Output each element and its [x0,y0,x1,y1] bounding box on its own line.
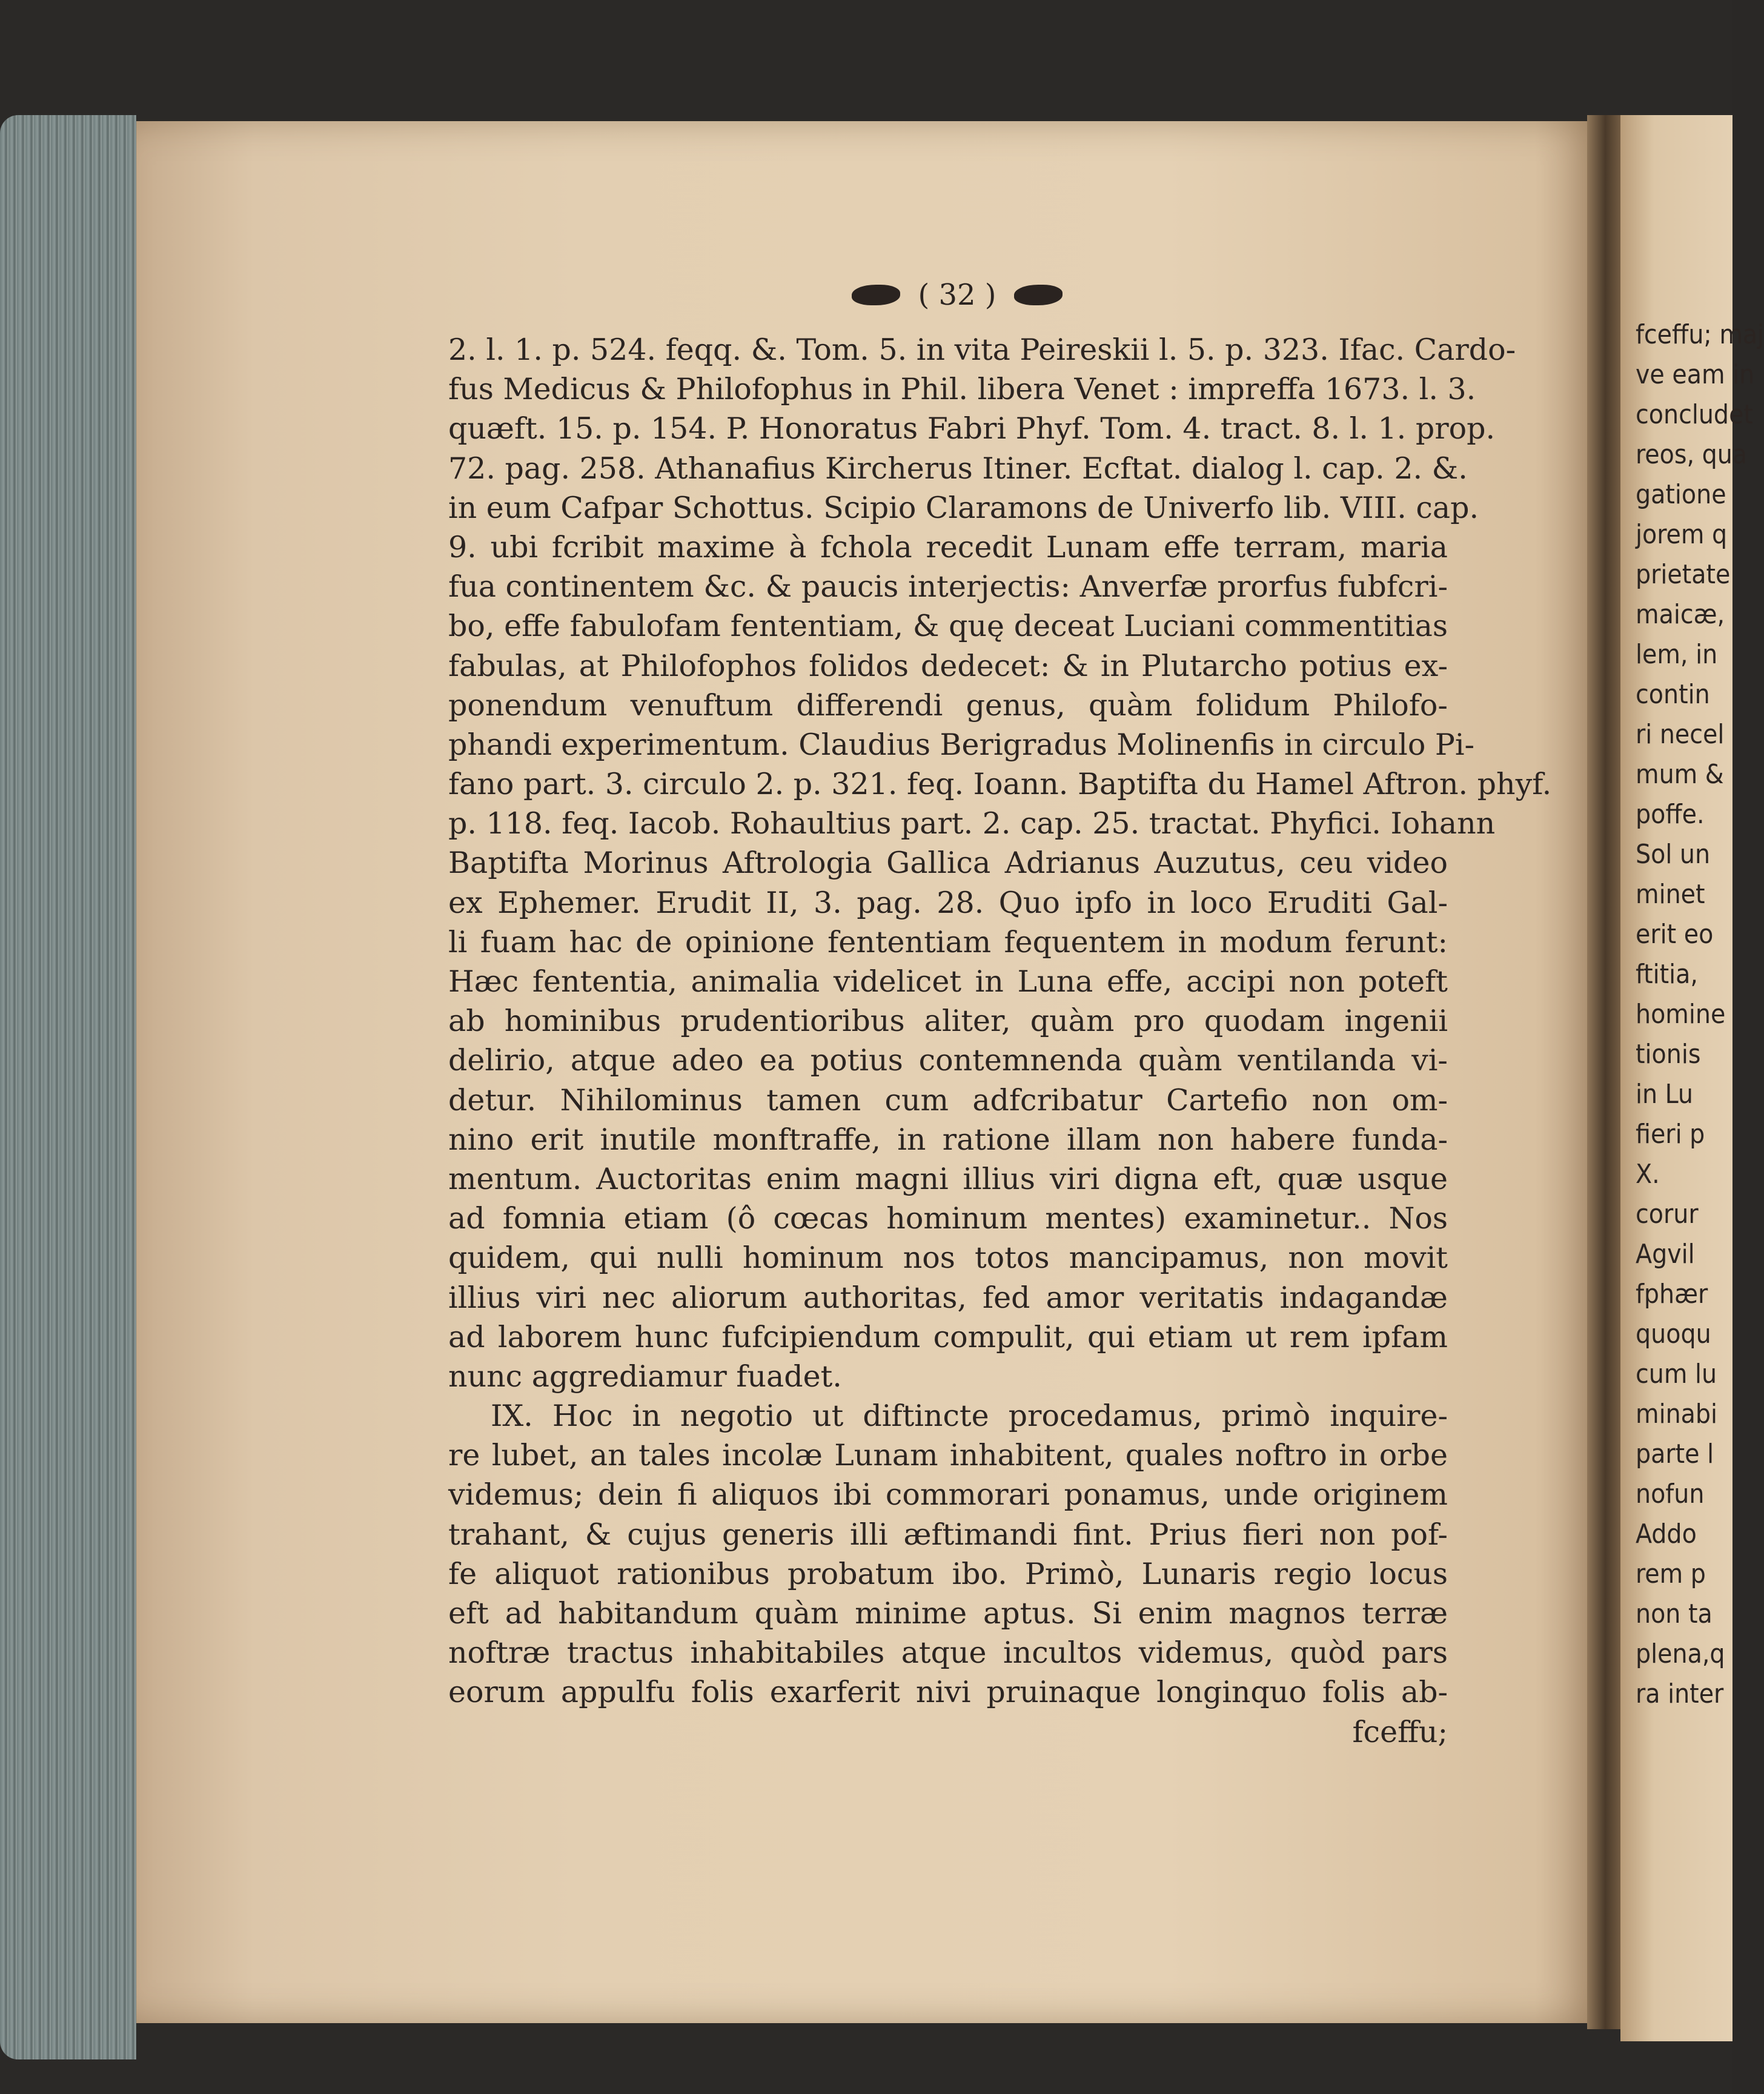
right-text-line: minabi [1636,1399,1718,1430]
right-text-line: fieri p [1636,1119,1705,1150]
book-page-edges [0,115,136,2059]
text-line: li fuam hac de opinione fententiam fequentem in modum ferunt: [448,924,1448,959]
right-text-line: gatione [1636,479,1726,510]
text-line: eorum appulfu folis exarferit nivi pruinaque longinquo folis ab- [448,1675,1448,1710]
text-line: fua continentem &c. & paucis interjectis: Anverfæ prorfus fubfcri- [448,569,1448,605]
right-text-line: contin [1636,679,1710,710]
right-page-text [1636,315,1764,1714]
right-text-line: maicæ, [1636,599,1725,630]
main-text [448,330,1552,1752]
right-text-line: quoqu [1636,1319,1711,1350]
text-line: fe aliquot rationibus probatum ibo. Primò, Lunaris regio locus [448,1556,1448,1591]
right-text-line: jorem q [1636,519,1728,550]
right-text-line: Agvil [1636,1239,1695,1270]
right-text-line: lem, in [1636,639,1718,670]
right-text-line: Sol un [1636,839,1711,870]
right-text-line: cum lu [1636,1359,1717,1390]
text-line: in eum Cafpar Schottus. Scipio Claramons de Univerfo lib. VIII. cap. [448,490,1479,525]
text-line: illius viri nec aliorum authoritas, fed amor veritatis indagandæ [448,1280,1448,1315]
right-text-line: Addo [1636,1519,1697,1549]
text-line: 72. pag. 258. Athanafius Kircherus Itiner. Ecftat. dialog l. cap. 2. &. [448,451,1468,486]
text-line: 2. l. 1. p. 524. feqq. &. Tom. 5. in vita Peireskii l. 5. p. 323. Ifac. Cardo- [448,333,1516,367]
ornament-left-icon [852,285,900,305]
right-text-line: ftitia, [1636,959,1698,990]
right-text-line: fceffu; maj [1636,319,1764,350]
text-line: delirio, atque adeo ea potius contemnenda quàm ventilanda vi- [448,1043,1448,1078]
book-gutter [1587,115,1623,2029]
text-line: phandi experimentum. Claudius Berigradus Molinenfis in circulo Pi- [448,727,1475,762]
right-text-line: corur [1636,1199,1699,1230]
right-text-line: parte l [1636,1439,1714,1469]
right-text-line: concludet [1636,399,1753,430]
page-header [830,276,1084,318]
text-line: trahant, & cujus generis illi æftimandi fint. Prius fieri non pof- [448,1517,1448,1552]
right-text-line: poffe. [1636,799,1705,830]
right-text-line: homine [1636,999,1726,1030]
text-line: videmus; dein fi aliquos ibi commorari ponamus, unde originem [448,1477,1448,1513]
text-line: noftræ tractus inhabitabiles atque incultos videmus, quòd pars [448,1635,1448,1671]
right-text-line: rem p [1636,1559,1706,1589]
text-line: IX. Hoc in negotio ut diftincte procedamus, primò inquire- [491,1399,1448,1434]
text-line: bo, effe fabulofam fententiam, & quę deceat Luciani commentitias [448,609,1448,644]
text-line: fabulas, at Philofophos folidos dedecet: & in Plutarcho potius ex- [448,648,1448,683]
text-line: re lubet, an tales incolæ Lunam inhabitent, quales noftro in orbe [448,1438,1448,1473]
right-text-line: X. [1636,1159,1660,1190]
page-number: ( 32 ) [918,277,996,312]
right-text-line: ve eam in [1636,359,1755,390]
text-line: nino erit inutile monftraffe, in ratione illam non habere funda- [448,1122,1448,1157]
right-text-line: non ta [1636,1599,1713,1629]
right-text-line: plena,q [1636,1638,1725,1669]
text-line: ad laborem hunc fufcipiendum compulit, qui etiam ut rem ipfam [448,1319,1448,1354]
right-text-line: mum & [1636,759,1724,790]
text-line: eft ad habitandum quàm minime aptus. Si enim magnos terræ [448,1596,1448,1631]
text-line: 9. ubi fcribit maxime à fchola recedit Lunam effe terram, maria [448,529,1448,565]
text-line: ponendum venuftum differendi genus, quàm folidum Philofo- [448,688,1448,723]
text-line: nunc aggrediamur fuadet. [448,1359,842,1394]
right-text-line: ri necel [1636,719,1725,750]
right-text-line: in Lu [1636,1079,1694,1110]
ornament-right-icon [1014,285,1063,305]
text-line: p. 118. feq. Iacob. Rohaultius part. 2. cap. 25. tractat. Phyfici. Iohann [448,806,1496,841]
text-line: ad fomnia etiam (ô cœcas hominum mentes) examinetur.. Nos [448,1201,1448,1236]
text-line: mentum. Auctoritas enim magni illius viri digna eft, quæ usque [448,1161,1448,1196]
text-line: quidem, qui nulli hominum nos totos mancipamus, non movit [448,1241,1448,1276]
text-line: detur. Nihilominus tamen cum adfcribatur Cartefio non om- [448,1082,1448,1118]
text-line: Baptifta Morinus Aftrologia Gallica Adrianus Auzutus, ceu video [448,846,1448,881]
catchword: fceffu; [1352,1714,1448,1749]
right-text-line: ra inter [1636,1678,1724,1709]
text-line: fus Medicus & Philofophus in Phil. libera Venet : impreffa 1673. l. 3. [448,372,1476,407]
right-text-line: prietate [1636,559,1731,590]
right-text-line: tionis [1636,1039,1701,1070]
text-line: quæft. 15. p. 154. P. Honoratus Fabri Phyf. Tom. 4. tract. 8. l. 1. prop. [448,411,1496,446]
right-text-line: nofun [1636,1479,1705,1509]
right-text-line: erit eo [1636,919,1714,950]
text-line: ab hominibus prudentioribus aliter, quàm pro quodam ingenii [448,1004,1448,1039]
text-line: Hæc fententia, animalia videlicet in Luna effe, accipi non poteft [448,964,1448,999]
right-text-line: minet [1636,879,1705,910]
right-text-line: reos, qua [1636,439,1748,470]
text-line: ex Ephemer. Erudit II, 3. pag. 28. Quo ipfo in loco Eruditi Gal- [448,885,1448,920]
right-text-line: fphær [1636,1279,1708,1310]
text-line: fano part. 3. circulo 2. p. 321. feq. Ioann. Baptifta du Hamel Aftron. phyf. [448,767,1552,802]
